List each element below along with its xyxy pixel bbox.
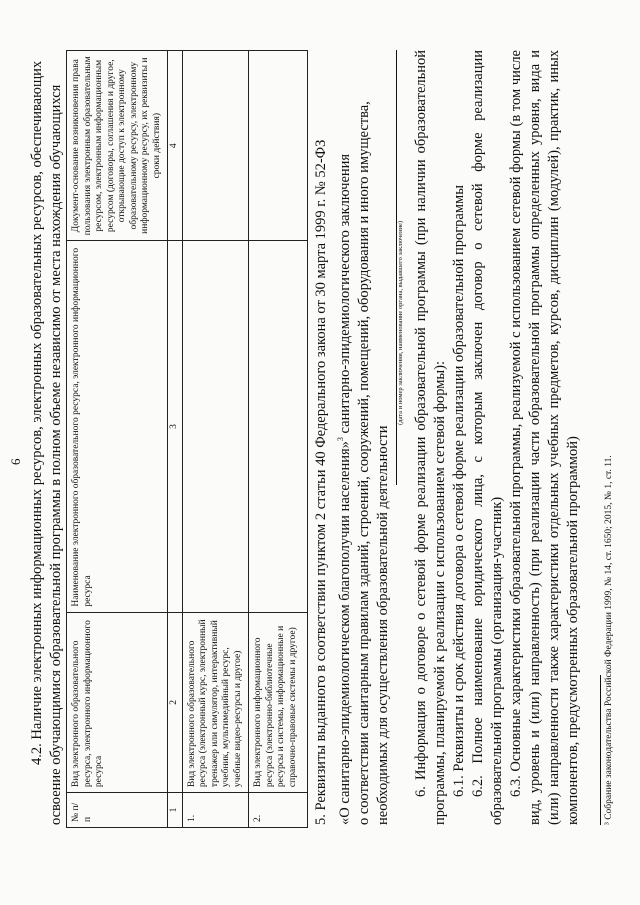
row-document bbox=[249, 51, 308, 241]
column-number: 4 bbox=[168, 51, 183, 241]
page-number: 6 bbox=[8, 458, 23, 465]
row-name bbox=[182, 241, 249, 612]
footnote-divider bbox=[600, 675, 601, 825]
footnote: ³ Собрание законодательства Российской Федерации 1999, № 14, ст. 1650; 2015, № 1, ст. 11. bbox=[604, 455, 614, 825]
heading-line-1: 4.2. Наличие электронных информационных ресурсов, электронных образовательных ресурсов, обеспечивающих bbox=[29, 60, 45, 765]
section-6-2: 6.2. Полное наименование юридического лица, с которым заключен договор о сетевой форме реализации образовательной программы (организация-участник) bbox=[470, 50, 505, 825]
header-cell-num: № п/п bbox=[67, 793, 168, 828]
row-number: 1. bbox=[182, 793, 249, 828]
section-6-intro: 6. Информация о договоре о сетевой форме реализации образовательной программы (при наличии образовательной программы, планируемой к реализации с использованием сетевой формы): bbox=[413, 50, 448, 825]
row-type: Вид электронного информационного ресурса (электронно-библиотечные ресурсы и системы, информационные и справочно-правовые системы и другое) bbox=[249, 612, 308, 792]
section-5-line-2 bbox=[331, 50, 355, 825]
section-6 bbox=[412, 50, 583, 825]
row-type: Вид электронного образовательного ресурса (электронный курс, электронный тренажер или симулятор, интерактивный учебник, мультимедийный ресурс, учебные видео-ресурсы и другое) bbox=[182, 612, 249, 792]
column-numbers-row bbox=[168, 51, 183, 828]
fill-in-caption: (дата и номер заключения, наименование органа, выдавшего заключение) bbox=[397, 220, 404, 425]
section-5-line-1: 5. Реквизиты выданного в соответствии пунктом 2 статьи 40 Федерального закона от 30 марта 1999 г. № 52-ФЗ bbox=[313, 139, 329, 825]
footnote-ref: 3 bbox=[336, 437, 345, 442]
resources-table bbox=[66, 50, 308, 828]
column-number: 3 bbox=[168, 241, 183, 612]
row-number: 2. bbox=[249, 793, 308, 828]
section-6-3: 6.3. Основные характеристики образовательной программы, реализуемой с использованием сетевой формы (в том числе вид, уровень и (или) направленность) (при реализации части образовательной программы определенных уровня, вида и (или) направленности также характеристики отдельных учебных предметов, курсов, дисциплин (модулей), практик, иных компонентов, предусмотренных образовательной программой) bbox=[508, 50, 581, 825]
section-5-line-4: необходимых для осуществления образовательной деятельности bbox=[374, 425, 391, 825]
row-document bbox=[182, 51, 249, 241]
section-5 bbox=[312, 50, 393, 825]
section-heading-4-2 bbox=[28, 55, 66, 825]
section-5-line-3: о соответствии санитарным правилам зданий, строений, сооружений, помещений, оборудования и иного имущества, bbox=[355, 101, 372, 825]
row-name bbox=[249, 241, 308, 612]
table-header-row bbox=[67, 51, 168, 828]
table-row bbox=[249, 51, 308, 828]
section-6-1: 6.1. Реквизиты и срок действия договора о сетевой форме реализации образовательной программы bbox=[451, 185, 467, 797]
header-cell-name: Наименование электронного образовательного ресурса, электронного информационного ресурса bbox=[67, 241, 168, 612]
law-title: «О санитарно-эпидемиологическом благополучии населения» bbox=[336, 441, 353, 825]
header-cell-type: Вид электронного образовательного ресурса, электронного информационного ресурса bbox=[67, 612, 168, 792]
table-row bbox=[182, 51, 249, 828]
section-5-line-2-rest: санитарно-эпидемиологического заключения bbox=[336, 153, 353, 438]
column-number: 2 bbox=[168, 612, 183, 792]
heading-line-2: освоение обучающимися образовательной программы в полном объеме независимо от места нахождения обучающихся bbox=[48, 84, 64, 825]
header-cell-document: Документ-основание возникновения права пользования электронным образовательным ресурсом, электронным информационным ресурсом (договоры, соглашения и другое, открывающие доступ к электронному образовательному ресурсу, электронному информационному ресурсу, их реквизиты и сроки действия) bbox=[67, 51, 168, 241]
column-number: 1 bbox=[168, 793, 183, 828]
